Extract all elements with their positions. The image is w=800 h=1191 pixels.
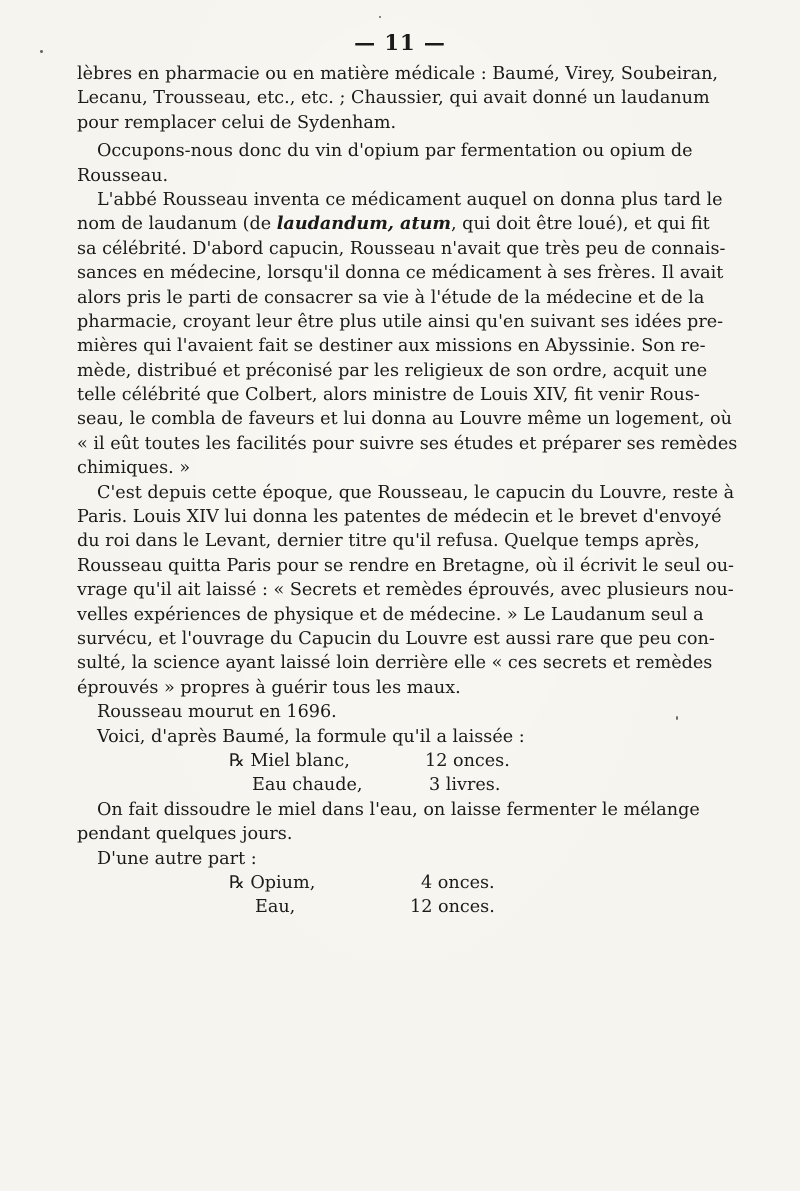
text-line: sances en médecine, lorsqu'il donna ce médicament à ses frères. Il avait: [77, 263, 724, 284]
text-fragment: nom de laudanum (de: [77, 214, 277, 235]
recipe-ingredient: ℞ Miel blanc,: [229, 750, 350, 771]
text-line: éprouvés » propres à guérir tous les maux.: [77, 677, 461, 698]
text-line: mières qui l'avaient fait se destiner aux missions en Abyssinie. Son re-: [77, 336, 706, 357]
recipe-ingredient: ℞ Opium,: [229, 872, 316, 893]
page-number: — 11 —: [354, 30, 446, 55]
text-line: pharmacie, croyant leur être plus utile ainsi qu'en suivant ses idées pre-: [77, 311, 724, 332]
text-line: vrage qu'il ait laissé : « Secrets et remèdes éprouvés, avec plusieurs nou-: [77, 580, 734, 601]
text-line: Lecanu, Trousseau, etc., etc. ; Chaussier, qui avait donné un laudanum: [77, 88, 710, 109]
text-line-etymology: [77, 212, 710, 236]
paragraph-6: [77, 725, 625, 749]
recipe-row: [77, 871, 625, 895]
paragraph-5: [77, 700, 625, 724]
text-line: alors pris le parti de consacrer sa vie à l'étude de la médecine et de la: [77, 287, 705, 308]
text-line: D'une autre part :: [97, 848, 257, 869]
text-line: L'abbé Rousseau inventa ce médicament auquel on donna plus tard le: [97, 189, 723, 210]
text-line: Voici, d'après Baumé, la formule qu'il a laissée :: [97, 726, 525, 747]
paper-speck: [379, 16, 381, 18]
text-line: « il eût toutes les facilités pour suivre ses études et préparer ses remèdes: [77, 433, 738, 454]
recipe-quantity: 4 onces.: [421, 872, 495, 893]
recipe-quantity: 12 onces.: [410, 897, 495, 918]
recipe-quantity: 12 onces.: [425, 750, 510, 771]
text-line: sulté, la science ayant laissé loin derrière elle « ces secrets et remèdes: [77, 653, 713, 674]
text-line: On fait dissoudre le miel dans l'eau, on laisse fermenter le mélange: [97, 799, 700, 820]
paragraph-3: [77, 188, 738, 481]
text-line: Rousseau.: [77, 165, 169, 186]
text-line: Occupons-nous donc du vin d'opium par fermentation ou opium de: [97, 141, 693, 162]
recipe-ingredient: Eau chaude,: [252, 775, 363, 796]
recipe-ingredient: Eau,: [255, 897, 296, 918]
paragraph-8: [77, 847, 625, 871]
text-line: C'est depuis cette époque, que Rousseau, le capucin du Louvre, reste à: [97, 482, 735, 503]
text-line: velles expériences de physique et de médecine. » Le Laudanum seul a: [77, 604, 704, 625]
text-line: Rousseau mourut en 1696.: [97, 702, 337, 723]
recipe-honey: [77, 749, 625, 798]
paper-speck: [40, 50, 43, 53]
recipe-opium: [77, 871, 625, 920]
page-body: [77, 62, 738, 920]
text-line: sa célébrité. D'abord capucin, Rousseau n'avait que très peu de connais-: [77, 238, 726, 259]
text-line: Paris. Louis XIV lui donna les patentes de médecin et le brevet d'envoyé: [77, 507, 722, 528]
recipe-row: [77, 773, 625, 797]
text-line: chimiques. »: [77, 458, 191, 479]
text-line: survécu, et l'ouvrage du Capucin du Louvre est aussi rare que peu con-: [77, 628, 715, 649]
recipe-row: [77, 749, 625, 773]
paragraph-1: [77, 62, 719, 135]
paragraph-7: [77, 798, 700, 847]
paper-speck: [676, 716, 678, 720]
text-line: lèbres en pharmacie ou en matière médicale : Baumé, Virey, Soubeiran,: [77, 64, 719, 84]
text-line: mède, distribué et préconisé par les religieux de son ordre, acquit une: [77, 360, 708, 381]
text-line: pour remplacer celui de Sydenham.: [77, 112, 397, 133]
text-line: Rousseau quitta Paris pour se rendre en Bretagne, où il écrivit le seul ou-: [77, 555, 734, 576]
recipe-quantity: 3 livres.: [429, 775, 501, 796]
text-line: du roi dans le Levant, dernier titre qu'il refusa. Quelque temps après,: [77, 531, 700, 552]
latin-term: laudandum, atum: [276, 213, 451, 235]
text-line: seau, le combla de faveurs et lui donna au Louvre même un logement, où: [77, 409, 732, 430]
recipe-row: [77, 895, 625, 919]
text-line: telle célébrité que Colbert, alors ministre de Louis XIV, fit venir Rous-: [77, 385, 700, 406]
text-line: pendant quelques jours.: [77, 824, 293, 845]
text-fragment: , qui doit être loué), et qui fit: [451, 214, 710, 235]
paragraph-4: [77, 481, 735, 701]
paragraph-2: [77, 139, 693, 188]
